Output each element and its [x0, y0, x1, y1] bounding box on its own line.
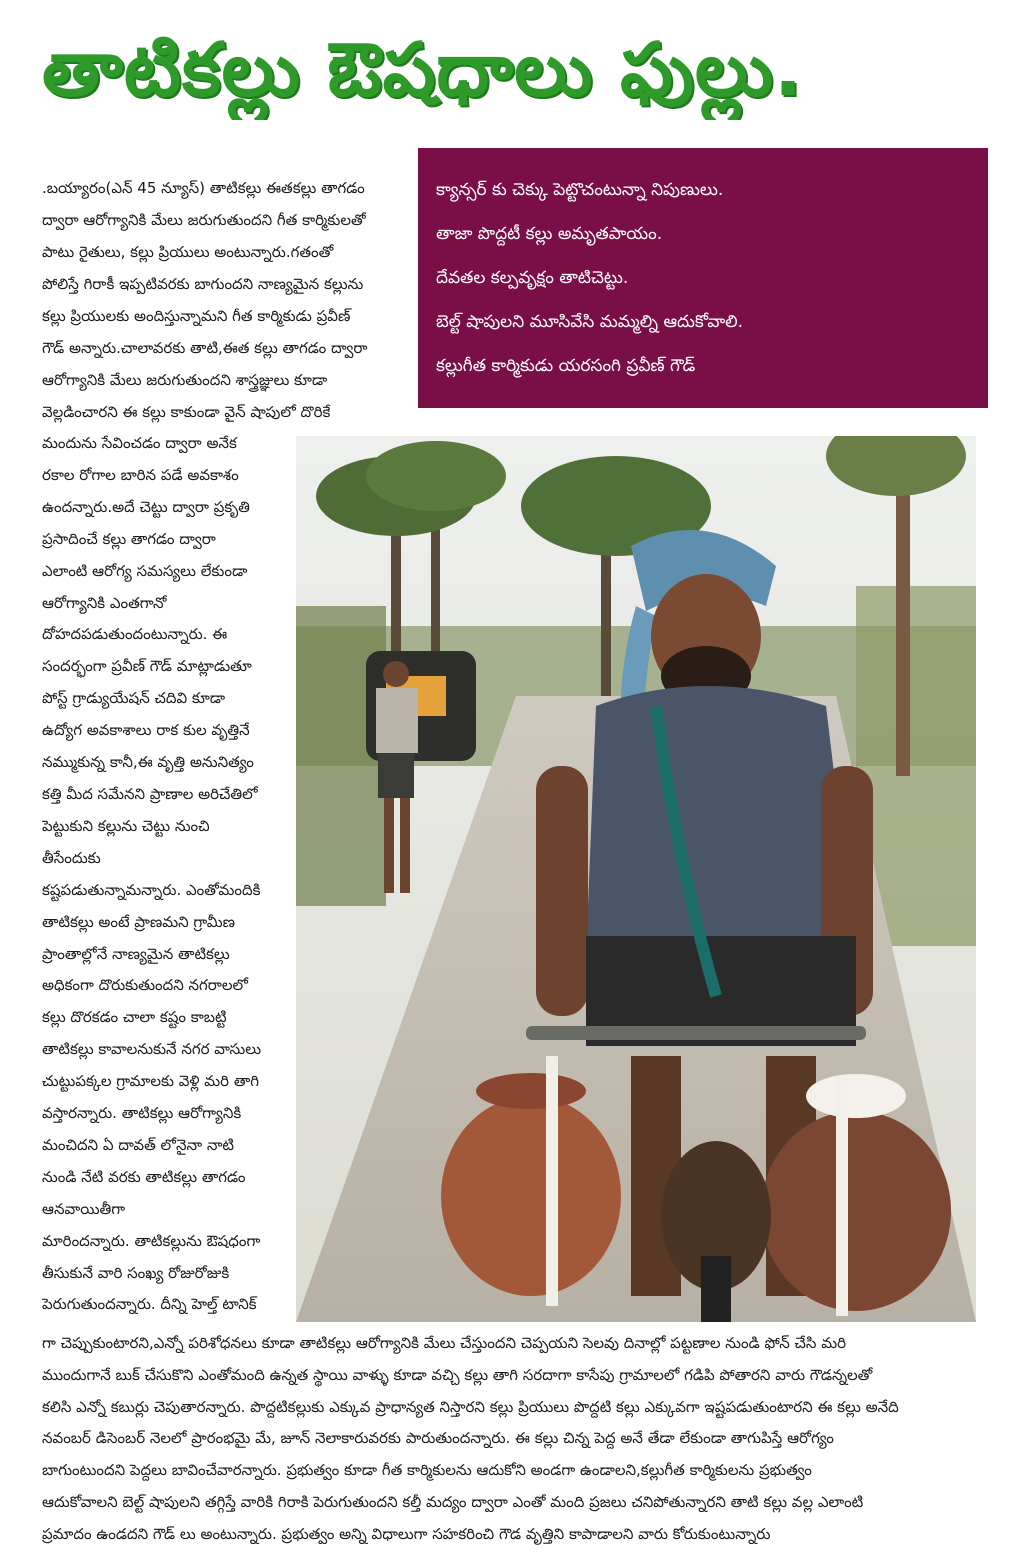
body-line: ఉందన్నారు.అదే చెట్టు ద్వారా ప్రకృతి: [42, 497, 250, 516]
body-line: కల్లు దొరకడం చాలా కష్టం కాబట్టి: [42, 1008, 227, 1027]
body-line: .బయ్యారం(ఎన్ 45 న్యూస్) తాటికల్లు ఈతకల్లు తాగడం: [42, 179, 365, 197]
body-line: ప్రమాదం ఉండదని గౌడ్ లు అంటున్నారు. ప్రభుత్వం అన్ని విధాలుగా సహకరించి గౌడ వృత్తిని కాపాడాలని వారు కోరుకుంటున్నారు: [42, 1524, 771, 1543]
body-line: అధికంగా దొరుకుతుందని నగరాలలో: [42, 976, 248, 995]
body-line: ప్రసాదించే కల్లు తాగడం ద్వారా: [42, 529, 216, 548]
body-line: వెల్లడించారని ఈ కల్లు కాకుండా వైన్ షాపులో దొరికే: [42, 403, 331, 421]
highlight-line: తాజా పొద్దటీ కల్లు అమృతపాయం.: [436, 224, 663, 244]
body-line: ప్రాంతాల్లోనే నాణ్యమైన తాటికల్లు: [42, 944, 230, 963]
highlight-line: క్యాన్సర్ కు చెక్కు పెట్టొచంటున్నా నిపుణులు.: [436, 180, 724, 200]
body-line: చుట్టుపక్కల గ్రామాలకు వెళ్లి మరి తాగి: [42, 1072, 259, 1091]
highlight-line: దేవతల కల్పవృక్షం తాటిచెట్టు.: [436, 268, 629, 288]
body-line: పోస్ట్ గ్రాడ్యుయేషన్ చదివి కూడా: [42, 689, 226, 708]
body-line: ముందుగానే బుక్ చేసుకొని ఎంతోమంది ఉన్నత స్థాయి వాళ్ళు కూడా వచ్చి కల్లు తాగి సరదాగా కాసేపు గ్రామాలలో గడిపి పోతారని వారు గౌడన్నలతో: [42, 1365, 873, 1384]
body-line: తీసుకునే వారి సంఖ్య రోజురోజుకి: [42, 1263, 230, 1282]
body-line: మంచిదని ఏ దావత్ లోనైనా నాటి: [42, 1135, 235, 1154]
body-line: తీసేందుకు: [42, 848, 101, 867]
body-line: కత్తి మీద సమేనని ప్రాణాల అరిచేతిలో: [42, 784, 258, 803]
body-line: నవంబర్ డిసెంబర్ నెలలో ప్రారంభమై మే, జూన్ నెలాకారువరకు పారుతుందన్నారు. ఈ కల్లు చిన్న పెద్ద అనే తేడా లేకుండా తాగుపిస్తే ఆరోగ్యం: [42, 1429, 834, 1448]
body-line: గౌడ్ అన్నారు.చాలావరకు తాటి,ఈత కల్లు తాగడం ద్వారా: [42, 339, 368, 357]
toddy-tapper-photo: [296, 436, 976, 1322]
body-line: ఉద్యోగ అవకాశాలు రాక కుల వృత్తినే: [42, 721, 250, 740]
body-line: గా చెప్పుకుంటారని,ఎన్నో పరిశోధనలు కూడా తాటికల్లు ఆరోగ్యానికి మేలు చేస్తుందని చెప్పయని సెలవు దినాల్లో పట్టణాల నుండి ఫోన్ చేసి మరి: [42, 1334, 846, 1352]
body-line: పెట్టుకుని కల్లును చెట్టు నుంచి: [42, 816, 210, 835]
body-line: కల్లు ప్రియులకు అందిస్తున్నామని గీత కార్మికుడు ప్రవీణ్: [42, 307, 351, 325]
body-line: కలిసి ఎన్నో కబుర్లు చెపుతారన్నారు. పొద్దటికల్లుకు ఎక్కువ ప్రాధాన్యత నిస్తారని కల్లు ప్రియులు పొద్దటి కల్లు ఎక్కువగా ఇష్టపడుతుంటారని ఈ కల్లు అనేది: [42, 1397, 899, 1416]
body-line: వస్తారన్నారు. తాటికల్లు ఆరోగ్యానికి: [42, 1104, 242, 1123]
article-photo: [296, 436, 976, 1322]
body-line: ద్వారా ఆరోగ్యానికి మేలు జరుగుతుందని గీత కార్మికులతో: [42, 211, 366, 229]
body-line: తాటికల్లు అంటే ప్రాణమని గ్రామీణ: [42, 912, 235, 931]
article-body-bottom: [42, 1328, 992, 1551]
body-line: ఆదుకోవాలని బెల్ట్ షాపులని తగ్గిస్తే వారికి గిరాకి పెరుగుతుందని కల్తీ మద్యం ద్వారా ఎంతో మంది ప్రజలు చనిపోతున్నారని తాటి కల్లు వల్ల ఎలాంటి: [42, 1492, 864, 1511]
body-line: సందర్భంగా ప్రవీణ్ గౌడ్ మాట్లాడుతూ: [42, 657, 252, 676]
body-line: నమ్ముకున్న కానీ,ఈ వృత్తి అనునిత్యం: [42, 753, 254, 772]
body-line: మందును సేవించడం ద్వారా అనేక: [42, 434, 237, 452]
body-line: పెరుగుతుందన్నారు. దీన్ని హెల్త్ టానిక్: [42, 1295, 257, 1314]
body-line: పోలిస్తే గిరాకీ ఇప్పటివరకు బాగుందని నాణ్యమైన కల్లును: [42, 275, 364, 293]
body-line: ఎలాంటి ఆరోగ్య సమస్యలు లేకుండా: [42, 561, 248, 580]
body-line: ఆనవాయితీగా: [42, 1199, 126, 1218]
body-line: బాగుంటుందని పెద్దలు బావించేవారన్నారు. ప్రభుత్వం కూడా గీత కార్మికులను ఆదుకోని అండగా ఉండాలని,కల్లుగీత కార్మికులను ప్రభుత్వం: [42, 1461, 812, 1480]
highlight-line: కల్లుగీత కార్మికుడు యరసంగి ప్రవీణ్ గౌడ్: [436, 356, 696, 376]
body-line: పాటు రైతులు, కల్లు ప్రియులు అంటున్నారు.గతంతో: [42, 243, 334, 261]
article-body-top: [42, 172, 404, 428]
body-line: తాటికల్లు కావాలనుకునే నగర వాసులు: [42, 1040, 262, 1059]
body-line: ఆరోగ్యానికి మేలు జరుగుతుందని శాస్త్రజ్ఞులు కూడా: [42, 371, 328, 389]
body-line: మారిందన్నారు. తాటికల్లును ఔషధంగా: [42, 1231, 261, 1250]
body-line: రకాల రోగాల బారిన పడే అవకాశం: [42, 465, 239, 484]
body-line: నుండి నేటి వరకు తాటికల్లు తాగడం: [42, 1167, 246, 1186]
body-line: ఆరోగ్యానికి ఎంతగానో: [42, 593, 167, 612]
article-body-side: [42, 428, 292, 1321]
headline: తాటికల్లు ఔషధాలు ఫుల్లు.: [42, 27, 804, 113]
body-line: కష్టపడుతున్నామన్నారు. ఎంతోమందికి: [42, 880, 261, 899]
body-line: దోహదపడుతుందంటున్నారు. ఈ: [42, 625, 228, 644]
highlight-box: [418, 148, 988, 408]
highlight-line: బెల్ట్ షాపులని మూసివేసి మమ్మల్ని ఆదుకోవాలి.: [436, 312, 744, 332]
